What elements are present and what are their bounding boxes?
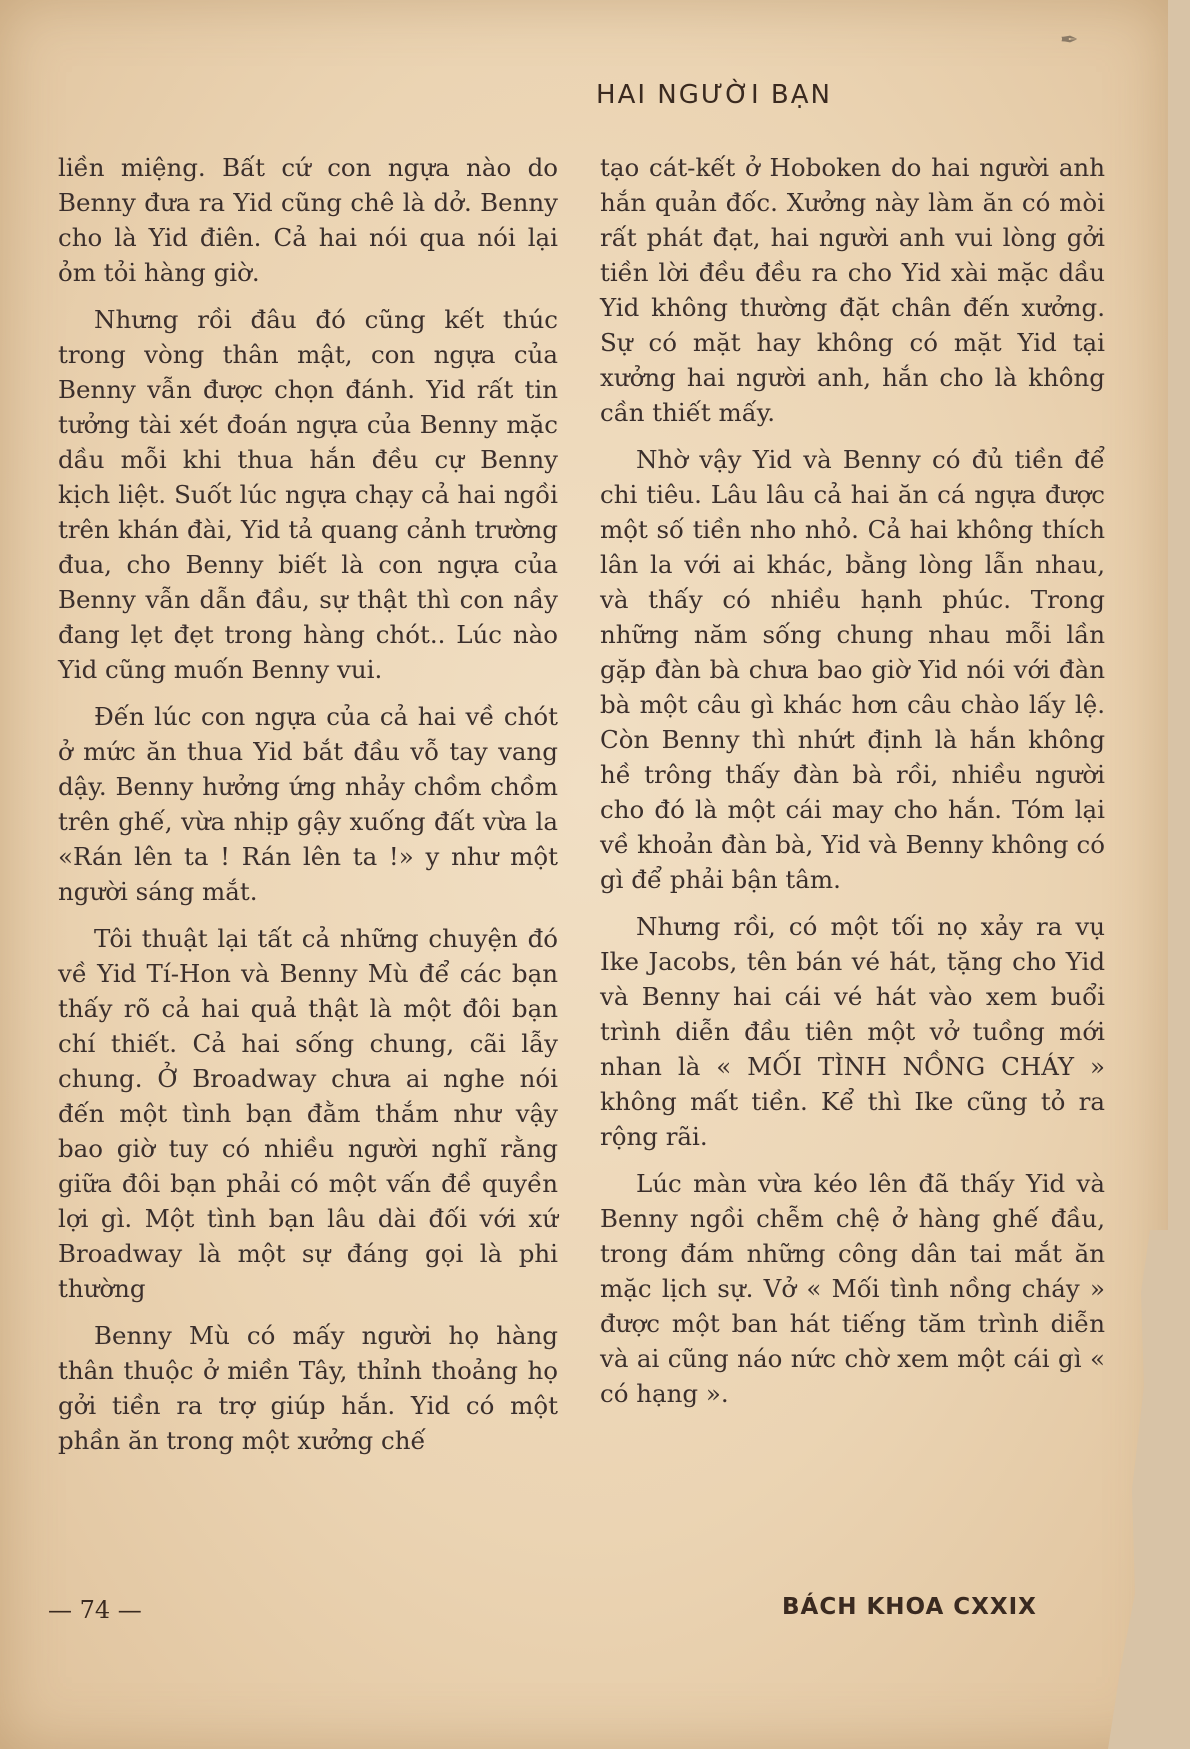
paragraph: Nhờ vậy Yid và Benny có đủ tiền để chi tiêu. Lâu lâu cả hai ăn cá ngựa được một số tiền nho nhỏ. Cả hai không thích lân la với ai khác, bằng lòng lẫn nhau, và thấy có nhiều hạnh phúc. Trong những năm sống chung nhau mỗi lần gặp đàn bà chưa bao giờ Yid nói với đàn bà một câu gì khác hơn câu chào lấy lệ. Còn Benny thì nhứt định là hắn không hề trông thấy đàn bà rồi, nhiều người cho đó là một cái may cho hắn. Tóm lại về khoản đàn bà, Yid và Benny không có gì để phải bận tâm. xyxy=(600,445,1105,894)
paragraph: Benny Mù có mấy người họ hàng thân thuộc ở miền Tây, thỉnh thoảng họ gởi tiền ra trợ giúp hắn. Yid có một phần ăn trong một xưởng chế xyxy=(58,1321,558,1455)
right-column xyxy=(600,150,1105,1423)
publication-name: BÁCH KHOA CXXIX xyxy=(782,1594,1037,1620)
page-header xyxy=(0,80,1168,110)
paragraph: Đến lúc con ngựa của cả hai về chót ở mức ăn thua Yid bắt đầu vỗ tay vang dậy. Benny hưởng ứng nhảy chồm chồm trên ghế, vừa nhịp gậy xuống đất vừa la «Rán lên ta ! Rán lên ta !» y như một người sáng mắt. xyxy=(58,702,558,906)
page-title: HAI NGƯỜI BẠN xyxy=(596,80,832,110)
page-number: — 74 — xyxy=(48,1596,142,1624)
paragraph: liền miệng. Bất cứ con ngựa nào do Benny đưa ra Yid cũng chê là dở. Benny cho là Yid điên. Cả hai nói qua nói lại ỏm tỏi hàng giờ. xyxy=(58,153,558,287)
paragraph: Lúc màn vừa kéo lên đã thấy Yid và Benny ngồi chễm chệ ở hàng ghế đầu, trong đám những công dân tai mắt ăn mặc lịch sự. Vở « Mối tình nồng cháy » được một ban hát tiếng tăm trình diễn và ai cũng náo nức chờ xem một cái gì « có hạng ». xyxy=(600,1169,1105,1408)
paragraph: Tôi thuật lại tất cả những chuyện đó về Yid Tí-Hon và Benny Mù để các bạn thấy rõ cả hai quả thật là một đôi bạn chí thiết. Cả hai sống chung, cãi lẫy chung. Ở Broadway chưa ai nghe nói đến một tình bạn đằm thắm như vậy bao giờ tuy có nhiều người nghĩ rằng giữa đôi bạn phải có một vấn đề quyền lợi gì. Một tình bạn lâu dài đối với xứ Broadway là một sự đáng gọi là phi thường xyxy=(58,924,558,1303)
paragraph: tạo cát-kết ở Hoboken do hai người anh hắn quản đốc. Xưởng này làm ăn có mòi rất phát đạt, hai người anh vui lòng gởi tiền lời đều đều ra cho Yid xài mặc dầu Yid không thường đặt chân đến xưởng. Sự có mặt hay không có mặt Yid tại xưởng hai người anh, hắn cho là không cần thiết mấy. xyxy=(600,153,1105,427)
torn-edge xyxy=(1108,1230,1168,1749)
paragraph: Nhưng rồi đâu đó cũng kết thúc trong vòng thân mật, con ngựa của Benny vẫn được chọn đánh. Yid rất tin tưởng tài xét đoán ngựa của Benny mặc dầu mỗi khi thua hắn đều cự Benny kịch liệt. Suốt lúc ngựa chạy cả hai ngồi trên khán đài, Yid tả quang cảnh trường đua, cho Benny biết là con ngựa của Benny vẫn dẫn đầu, sự thật thì con nầy đang lẹt đẹt trong hàng chót.. Lúc nào Yid cũng muốn Benny vui. xyxy=(58,305,558,684)
stain-mark: ✒ xyxy=(1060,28,1079,53)
paragraph: Nhưng rồi, có một tối nọ xảy ra vụ Ike Jacobs, tên bán vé hát, tặng cho Yid và Benny hai cái vé hát vào xem buổi trình diễn đầu tiên một vở tuồng mới nhan là « MỐI TÌNH NỒNG CHÁY » không mất tiền. Kể thì Ike cũng tỏ ra rộng rãi. xyxy=(600,912,1105,1151)
left-column xyxy=(58,150,558,1470)
